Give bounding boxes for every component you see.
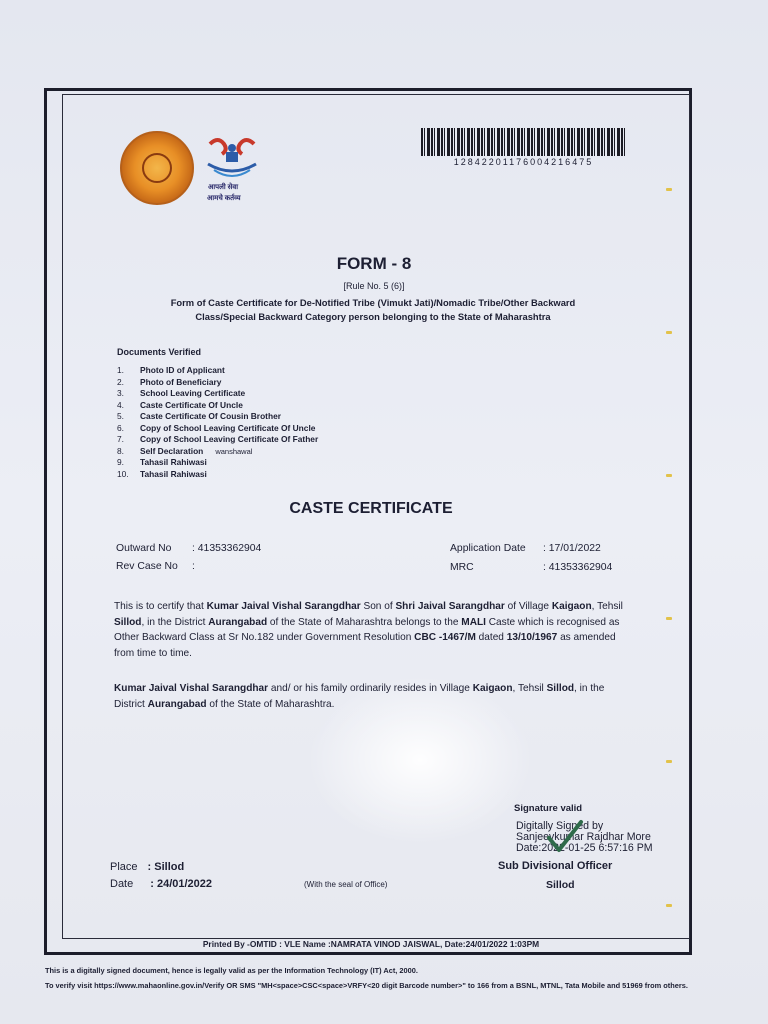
list-item: 9. Tahasil Rahiwasi xyxy=(117,457,207,467)
mrc-value: : 41353362904 xyxy=(543,562,613,573)
verification-note: To verify visit https://www.mahaonline.gov.in/Verify OR SMS "MH<space>CSC<space>VRFY<20 digit Barcode number>" to 166 from a BSNL, MTNL, Tata Mobile and 51969 from others. xyxy=(45,981,688,990)
legal-validity-note: This is a digitally signed document, hence is legally valid as per the Information Technology (IT) Act, 2000. xyxy=(45,966,418,975)
application-date-label: Application Date xyxy=(450,543,526,554)
form-description-line-2: Class/Special Backward Category person belonging to the State of Maharashtra xyxy=(195,311,551,322)
outward-no-label: Outward No xyxy=(116,543,172,554)
place-label: Place xyxy=(110,861,138,873)
documents-verified-list xyxy=(117,365,318,480)
list-item: 4. Caste Certificate Of Uncle xyxy=(117,399,243,410)
certification-paragraph: This is to certify that Kumar Jaival Vishal Sarangdhar Son of Shri Jaival Sarangdhar of Village Kaigaon, Tehsil Sillod, in the District Aurangabad of the State of Maharashtra belongs to the MALI Caste which is recognised as Other Backward Class at Sr No.182 under Government Resolution CBC -1467/M dated 13/10/1967 as amended from time to time. xyxy=(114,601,623,659)
check-mark-icon xyxy=(545,818,585,854)
residence-paragraph: Kumar Jaival Vishal Sarangdhar and/ or his family ordinarily resides in Village Kaigaon, Tehsil Sillod, in the District Aurangabad of the State of Maharashtra. xyxy=(114,683,605,710)
punch-mark xyxy=(666,904,672,907)
rev-case-no-label: Rev Case No xyxy=(116,561,178,572)
form-title: FORM - 8 xyxy=(336,254,412,273)
list-item: 8. Self Declaration wanshawal xyxy=(117,445,253,456)
maharashtra-emblem-logo xyxy=(120,131,194,205)
list-item: 2. Photo of Beneficiary xyxy=(117,376,222,387)
signature-line-1: Digitally Signed by xyxy=(516,820,604,832)
list-item: 10. Tahasil Rahiwasi xyxy=(117,468,207,479)
rule-reference: [Rule No. 5 (6)] xyxy=(343,281,405,291)
list-item: 1. Photo ID of Applicant xyxy=(117,365,225,375)
printed-by-line: Printed By -OMTID : VLE Name :NAMRATA VINOD JAISWAL, Date:24/01/2022 1:03PM xyxy=(202,939,540,949)
signature-valid-label: Signature valid xyxy=(514,803,583,814)
signature-line-3: Date:2022-01-25 6:57:16 PM xyxy=(516,841,653,854)
mrc-label: MRC xyxy=(450,562,474,573)
list-item: 3. School Leaving Certificate xyxy=(117,388,246,398)
punch-mark xyxy=(666,474,672,477)
signature-line-2: Sanjeevkumar Rajdhar More xyxy=(516,830,651,843)
barcode xyxy=(421,128,626,156)
date-value: : 24/01/2022 xyxy=(150,878,213,890)
form-description xyxy=(118,296,628,324)
rev-case-no-value: : xyxy=(192,561,195,572)
caste-certificate-title: CASTE CERTIFICATE xyxy=(289,500,453,517)
officer-designation: Sub Divisional Officer xyxy=(498,860,613,872)
place-row xyxy=(110,861,184,873)
place-value: : Sillod xyxy=(147,861,185,873)
list-item: 7. Copy of School Leaving Certificate Of Father xyxy=(117,434,319,444)
logo-caption-1: आपली सेवा xyxy=(208,184,239,191)
punch-mark xyxy=(666,617,672,620)
documents-verified-title: Documents Verified xyxy=(117,347,202,357)
punch-mark xyxy=(666,331,672,334)
list-item: 5. Caste Certificate Of Cousin Brother xyxy=(117,411,282,421)
punch-mark xyxy=(666,760,672,763)
seal-note: (With the seal of Office) xyxy=(304,880,388,889)
date-row xyxy=(110,878,212,890)
date-label: Date xyxy=(110,878,134,890)
form-description-line-1: Form of Caste Certificate for De-Notified Tribe (Vimukt Jati)/Nomadic Tribe/Other Backward xyxy=(170,297,576,308)
barcode-number: 12842201176004216475 xyxy=(453,157,594,167)
list-item: 6. Copy of School Leaving Certificate Of Uncle xyxy=(117,422,316,433)
punch-mark xyxy=(666,188,672,191)
officer-office: Sillod xyxy=(546,879,575,891)
application-date-value: : 17/01/2022 xyxy=(543,543,601,554)
outward-no-value: : 41353362904 xyxy=(192,543,262,554)
logo-caption-2: आमचे कर्तव्य xyxy=(207,195,241,202)
